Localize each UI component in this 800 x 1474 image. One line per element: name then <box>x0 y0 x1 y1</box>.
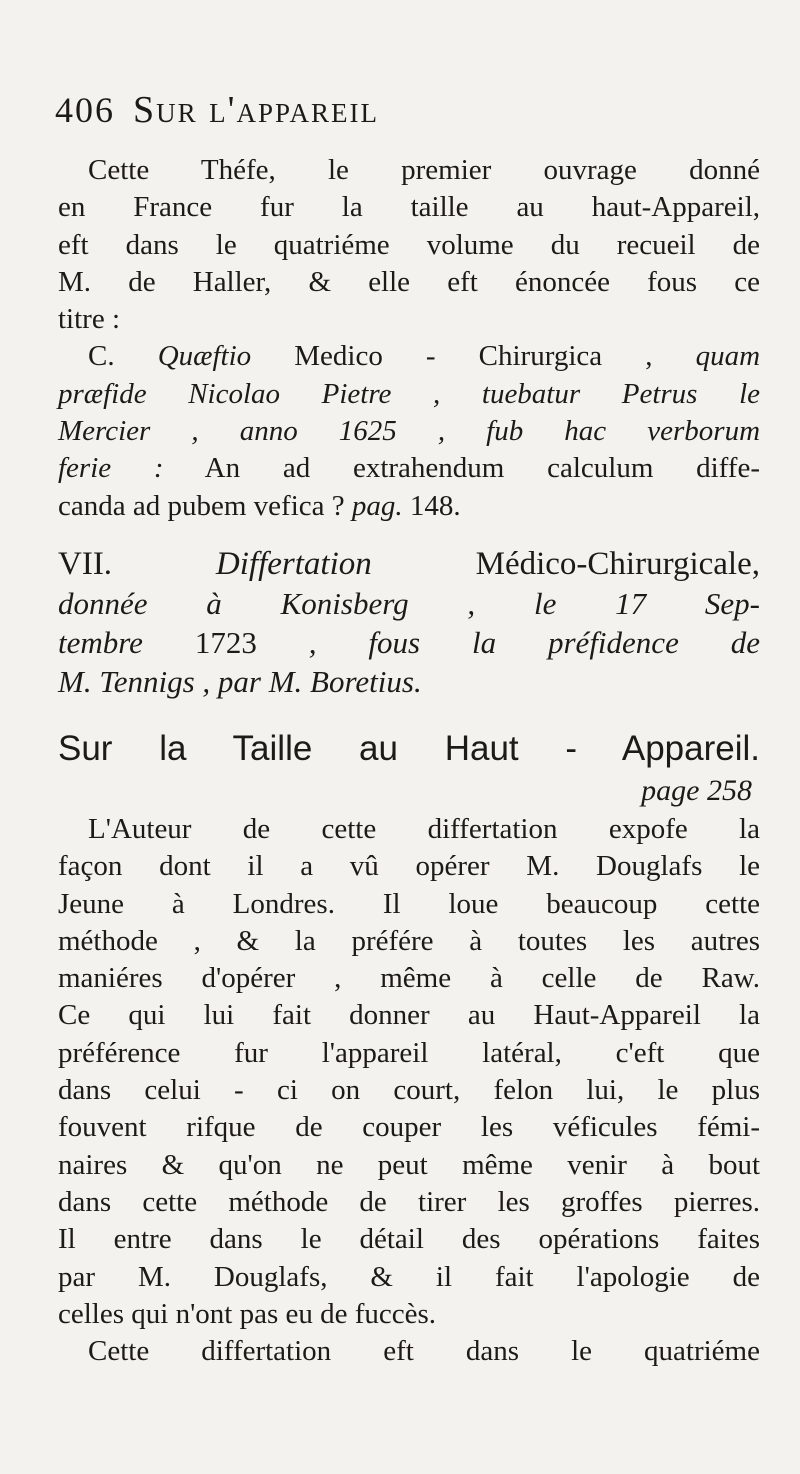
page-number: 406 <box>55 90 115 130</box>
section-vii-heading <box>58 545 760 701</box>
citation-text: Quæftio <box>157 340 252 373</box>
text-line: façon dont il a vû opérer M. Douglafs le <box>58 850 760 883</box>
citation-text: pag. <box>351 489 403 522</box>
text-line: préférence fur l'appareil latéral, c'eft que <box>58 1036 760 1069</box>
text-block <box>58 152 760 1370</box>
text-line: Jeune à Londres. Il loue beaucoup cette <box>58 887 760 920</box>
text-line: fouvent rifque de couper les véficules fémi- <box>58 1111 760 1144</box>
citation-text: Medico - Chirurgica , <box>251 340 696 373</box>
citation-label: C. <box>88 340 158 373</box>
page-header <box>55 88 755 132</box>
text-line: Cette differtation eft dans le quatriéme <box>88 1335 760 1368</box>
text-line: Cette Théfe, le premier ouvrage donné <box>88 154 760 186</box>
citation-line <box>58 413 760 450</box>
heading-text: , fous la préfidence de <box>256 624 760 660</box>
text-line: celles qui n'ont pas eu de fuccès. <box>58 1297 437 1330</box>
page-reference: page 258 <box>641 773 752 807</box>
text-line: L'Auteur de cette differtation expofe la <box>88 812 760 845</box>
section-title: Sur la Taille au Haut - Appareil. <box>58 728 760 768</box>
text-line: Il entre dans le détail des opérations faites <box>58 1223 760 1256</box>
text-line: maniéres d'opérer , même à celle de Raw. <box>58 962 760 995</box>
heading-line: donnée à Konisberg , le 17 Sep- <box>58 585 760 621</box>
spacer <box>58 701 760 727</box>
text-line: eft dans le quatriéme volume du recueil de <box>58 228 760 261</box>
paragraph-2 <box>58 811 760 1370</box>
heading-line: M. Tennigs , par M. Boretius. <box>58 663 422 699</box>
section-number: VII. <box>58 545 216 582</box>
heading-text: Differtation <box>215 545 372 582</box>
text-line: méthode , & la préfére à toutes les autres <box>58 924 760 957</box>
citation-line <box>58 338 760 375</box>
citation-text: ferie : <box>58 452 164 485</box>
text-line: dans celui - ci on court, felon lui, le plus <box>58 1074 760 1107</box>
text-line: dans cette méthode de tirer les groffes pierres. <box>58 1185 760 1218</box>
text-line: naires & qu'on ne peut même venir à bout <box>58 1148 760 1181</box>
text-line: par M. Douglafs, & il fait l'apologie de <box>58 1260 760 1293</box>
citation <box>58 338 760 524</box>
heading-line <box>58 623 760 662</box>
citation-line <box>58 488 760 525</box>
heading-text: Médico-Chirurgicale, <box>371 545 761 582</box>
citation-text: , fub hac verborum <box>396 415 761 448</box>
text-line: titre : <box>58 303 121 336</box>
text-line: Ce qui lui fait donner au Haut-Appareil la <box>58 999 760 1032</box>
paragraph-1 <box>58 152 760 338</box>
spacer <box>58 525 760 545</box>
running-title: Sur l'appareil <box>133 89 380 131</box>
citation-text: Mercier , anno <box>58 415 339 448</box>
citation-text: quam <box>695 340 761 373</box>
heading-line <box>58 545 760 584</box>
citation-text: canda ad pubem vefica ? <box>58 489 352 522</box>
text-line: en France fur la taille au haut-Appareil, <box>58 191 760 224</box>
heading-text: tembre <box>58 624 195 660</box>
heading-text: 1723 <box>194 624 257 660</box>
citation-line: præfide Nicolao Pietre , tuebatur Petrus le <box>58 377 760 410</box>
citation-text: An ad extrahendum calculum diffe- <box>163 452 760 485</box>
citation-text: 1625 <box>338 415 397 448</box>
citation-text: 148. <box>402 489 461 522</box>
text-line: M. de Haller, & elle eft énoncée fous ce <box>58 265 760 298</box>
citation-line <box>58 450 760 487</box>
